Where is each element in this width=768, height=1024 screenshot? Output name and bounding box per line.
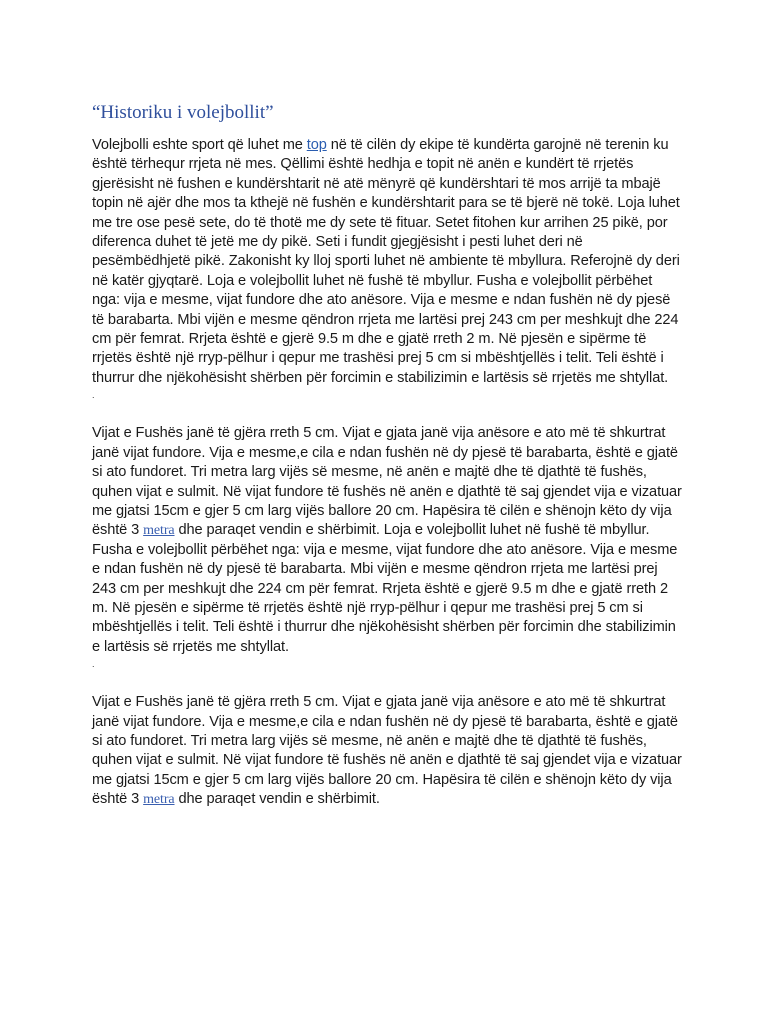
document-title: “Historiku i volejbollit” — [92, 102, 274, 123]
paragraph-1 — [92, 136, 682, 388]
paragraph-2-text-end: dhe paraqet vendin e shërbimit. Loja e volejbollit luhet në fushë të mbyllur. Fusha e volejbollit përbëhet nga: vija e mesme, vijat fundore dhe ato anësore. Vija e mesme e ndan fushën në dy pjesë të barabarta. Mbi vijën e mesme qëndron rrjeta me lartësi prej 243 cm per meshkujt dhe 224 cm për femrat. Rrjeta është e gjerë 9.5 m dhe e gjatë rreth 2 m. Në pjesën e sipërme të rrjetës është një rryp-pëlhur i qepur me trashësi prej 5 cm si mbështjellës i telit. Teli është i thurrur dhe njëkohësisht shërben për forcimin dhe stabilizimin e lartësis së rrjetës me shtyllat. — [92, 522, 678, 655]
paragraph-3 — [92, 693, 682, 809]
paragraph-3-text-start: Vijat e Fushës janë të gjëra rreth 5 cm. Vijat e gjata janë vija anësore e ato më të shkurtrat janë vijat fundore. Vija e mesme,e cila e ndan fushën në dy pjesë të barabarta, është e gjatë si ato fundoret. Tri metra larg vijës së mesme, në anën e majtë dhe të djathtë të fushës, quhen vijat e sulmit. Në vijat fundore të fushës në anën e djathtë të saj gjendet vija e vizatuar me gjatsi 15cm e gjer 5 cm larg vijës ballore 20 cm. Hapësira të cilën e shënojn këto dy vija është 3 — [92, 694, 682, 808]
top-link[interactable]: top — [306, 137, 327, 153]
paragraph-3-text-end: dhe paraqet vendin e shërbimit. — [174, 791, 380, 808]
metra-link[interactable]: metra — [143, 523, 175, 539]
separator-dot: . — [92, 390, 95, 401]
paragraph-2-text-start: Vijat e Fushës janë të gjëra rreth 5 cm. Vijat e gjata janë vija anësore e ato më të shkurtrat janë vijat fundore. Vija e mesme,e cila e ndan fushën në dy pjesë të barabarta, është e gjatë si ato fundoret. Tri metra larg vijës së mesme, në anën e majtë dhe të djathtë të fushës, quhen vijat e sulmit. Në vijat fundore të fushës në anën e djathtë të saj gjendet vija e vizatuar me gjatsi 15cm e gjer 5 cm larg vijës ballore 20 cm. Hapësira të cilën e shënojn këto dy vija është 3 — [92, 425, 682, 539]
paragraph-1-text-end: në të cilën dy ekipe të kundërta garojnë në terenin ku është tërhequr rrjeta në mes. Qëllimi është hedhja e topit në anën e kundërt të rrjetës gjerësisht në fushen e kundërshtarit në atë mënyrë që kundërshtari të mos arrijë ta mbajë topin në ajër dhe mos ta kthejë në fushën e kundërshtarit para se të bjerë në tokë. Loja luhet me tre ose pesë sete, do të thotë me dy sete të fituar. Setet fitohen kur arrihen 25 pikë, por diferenca duhet të jetë me dy pikë. Seti i fundit gjegjësisht i pesti luhet deri në pesëmbëdhjetë pikë. Zakonisht ky lloj sporti luhet në ambiente të mbyllura. Referojnë dy deri në katër gjyqtarë. Loja e volejbollit luhet në fushë të mbyllur. Fusha e volejbollit përbëhet nga: vija e mesme, vijat fundore dhe ato anësore. Vija e mesme e ndan fushën në dy pjesë të barabarta. Mbi vijën e mesme qëndron rrjeta me lartësi prej 243 cm per meshkujt dhe 224 cm për femrat. Rrjeta është e gjerë 9.5 m dhe e gjatë rreth 2 m. Në pjesën e sipërme të rrjetës është një rryp-pëlhur i qepur me trashësi prej 5 cm si mbështjellës i telit. Teli është i thurrur dhe njëkohësisht shërben për forcimin e stabilizimin e lartësis së rrjetës me shtyllat. — [92, 137, 680, 386]
paragraph-1-text-start: Volejbolli eshte sport që luhet me — [92, 137, 307, 153]
separator-dot: . — [92, 659, 95, 670]
metra-link[interactable]: metra — [143, 792, 175, 808]
paragraph-2 — [92, 424, 682, 657]
document-page — [92, 100, 682, 810]
